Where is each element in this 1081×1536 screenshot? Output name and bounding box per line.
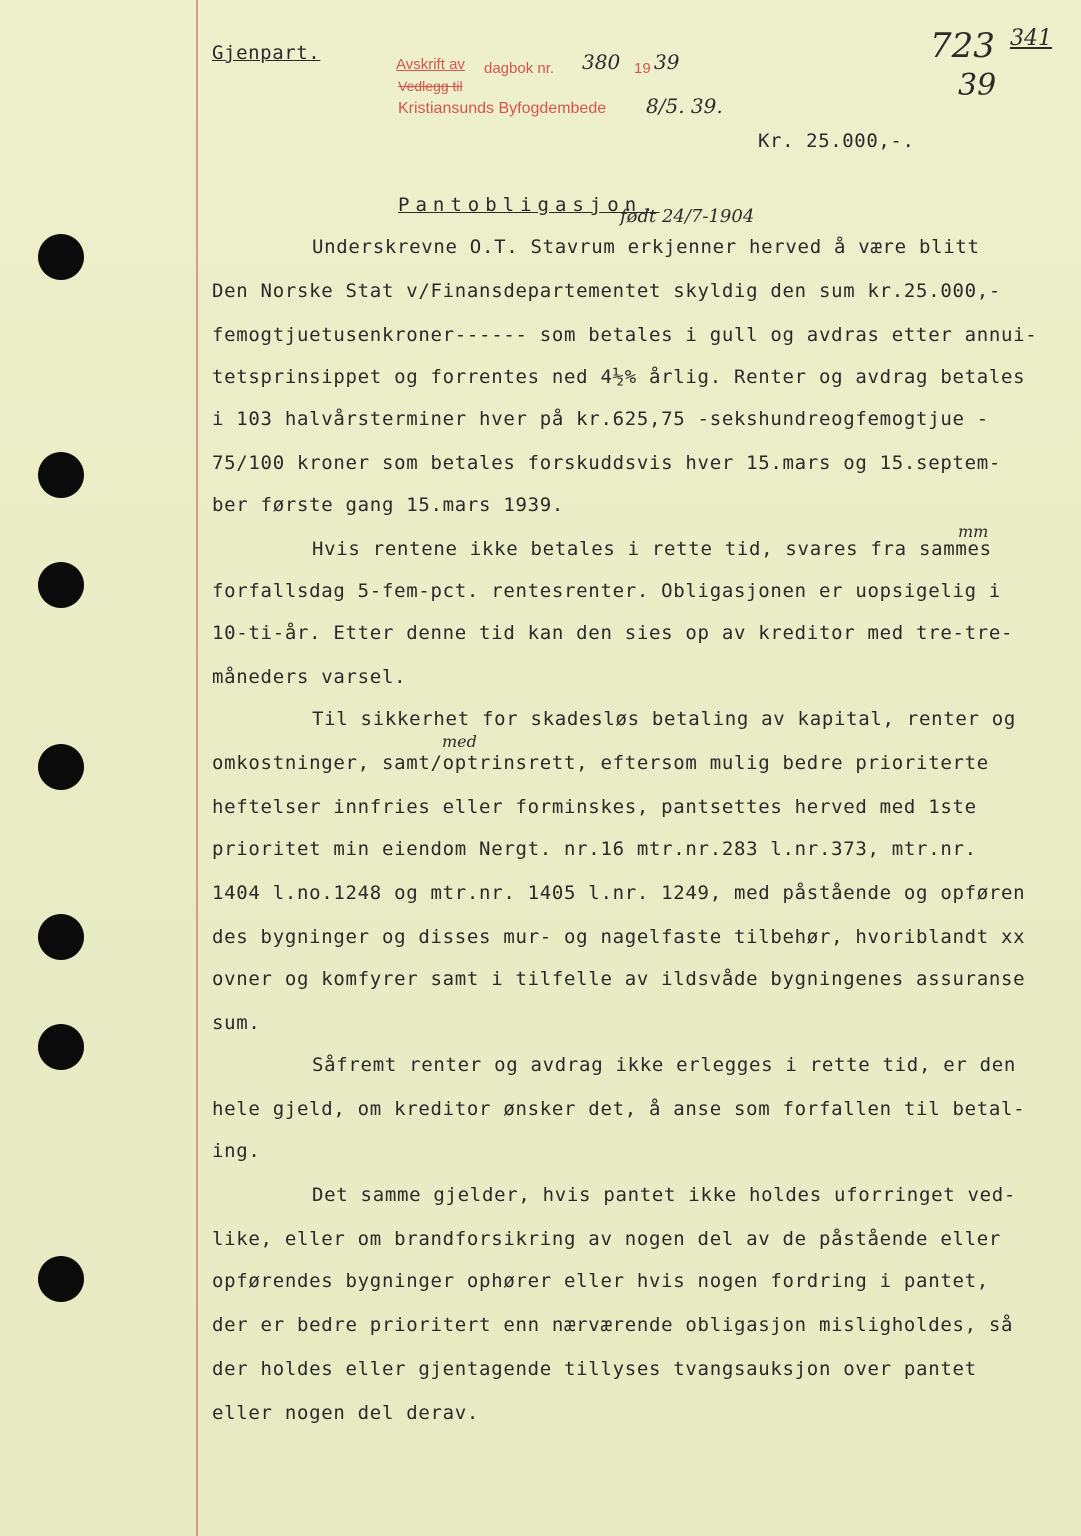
body-line: ber første gang 15.mars 1939. (212, 494, 565, 516)
page-ref-main: 723 (930, 26, 995, 66)
stamp-date: 8/5. 39. (646, 94, 723, 118)
body-line: Hvis rentene ikke betales i rette tid, svares fra sammes (312, 538, 992, 560)
body-line: ovner og komfyrer samt i tilfelle av ildsvåde bygningenes assuranse (212, 968, 1026, 990)
body-line: prioritet min eiendom Nergt. nr.16 mtr.nr.283 l.nr.373, mtr.nr. (212, 838, 977, 860)
body-line: Underskrevne O.T. Stavrum erkjenner herved å være blitt (312, 236, 980, 258)
body-line: der er bedre prioritert enn nærværende obligasjon misligholdes, så (212, 1314, 1014, 1336)
body-line: omkostninger, samt/optrinsrett, eftersom mulig bedre prioriterte (212, 752, 989, 774)
body-line: tetsprinsippet og forrentes ned 4½% årlig. Renter og avdrag betales (212, 366, 1026, 388)
stamp-avskrift: Avskrift av (396, 56, 465, 73)
body-line: ing. (212, 1140, 261, 1162)
handwritten-born-note: født 24/7-1904 (620, 206, 755, 227)
page-ref-year: 39 (958, 68, 997, 103)
amount-heading: Kr. 25.000,-. (758, 130, 915, 152)
stamp-year-suffix: 39 (654, 50, 680, 74)
punch-hole (38, 1256, 84, 1302)
body-line: 10-ti-år. Etter denne tid kan den sies op av kreditor med tre-tre- (212, 622, 1014, 644)
handwritten-med-note: med (442, 732, 477, 751)
body-line: like, eller om brandforsikring av nogen del av de påstående eller (212, 1228, 1002, 1250)
body-line: 1404 l.no.1248 og mtr.nr. 1405 l.nr. 1249, med påstående og opføren (212, 882, 1026, 904)
punch-hole (38, 234, 84, 280)
punch-hole (38, 452, 84, 498)
body-line: Den Norske Stat v/Finansdepartementet skyldig den sum kr.25.000,- (212, 280, 1002, 302)
body-line: i 103 halvårsterminer hver på kr.625,75 -sekshundreogfemogtjue - (212, 408, 989, 430)
punch-hole (38, 744, 84, 790)
stamp-dagbok-number: 380 (582, 50, 621, 74)
body-line: forfallsdag 5-fem-pct. rentesrenter. Obligasjonen er uopsigelig i (212, 580, 1002, 602)
body-line: Såfremt renter og avdrag ikke erlegges i rette tid, er den (312, 1054, 1017, 1076)
body-line: heftelser innfries eller forminskes, pantsettes herved med 1ste (212, 796, 977, 818)
body-line: Til sikkerhet for skadesløs betaling av kapital, renter og (312, 708, 1017, 730)
body-line: eller nogen del derav. (212, 1402, 480, 1424)
punch-hole (38, 1024, 84, 1070)
body-line: des bygninger og disses mur- og nagelfaste tilbehør, hvoriblandt xx (212, 926, 1026, 948)
gjenpart-label: Gjenpart. (212, 42, 321, 64)
body-line: der holdes eller gjentagende tillyses tvangsauksjon over pantet (212, 1358, 977, 1380)
body-line: hele gjeld, om kreditor ønsker det, å anse som forfallen til betal- (212, 1098, 1026, 1120)
stamp-dagbok: dagbok nr. (484, 60, 555, 77)
stamp-vedlegg: Vedlegg til (398, 78, 463, 94)
body-line: sum. (212, 1012, 261, 1034)
punch-hole (38, 562, 84, 608)
handwritten-mm-note: mm (958, 522, 989, 541)
document-title: Pantobligasjon. (398, 194, 660, 216)
margin-rule (196, 0, 198, 1536)
body-line: Det samme gjelder, hvis pantet ikke holdes uforringet ved- (312, 1184, 1017, 1206)
body-line: opførendes bygninger ophører eller hvis nogen fordring i pantet, (212, 1270, 989, 1292)
punch-hole (38, 914, 84, 960)
body-line: måneders varsel. (212, 666, 407, 688)
page-ref-secondary: 341 (1010, 26, 1052, 51)
stamp-office: Kristiansunds Byfogdembede (398, 100, 607, 117)
body-line: femogtjuetusenkroner------ som betales i gull og avdras etter annui- (212, 324, 1038, 346)
stamp-year-prefix: 19 (634, 60, 651, 77)
body-line: 75/100 kroner som betales forskuddsvis hver 15.mars og 15.septem- (212, 452, 1002, 474)
